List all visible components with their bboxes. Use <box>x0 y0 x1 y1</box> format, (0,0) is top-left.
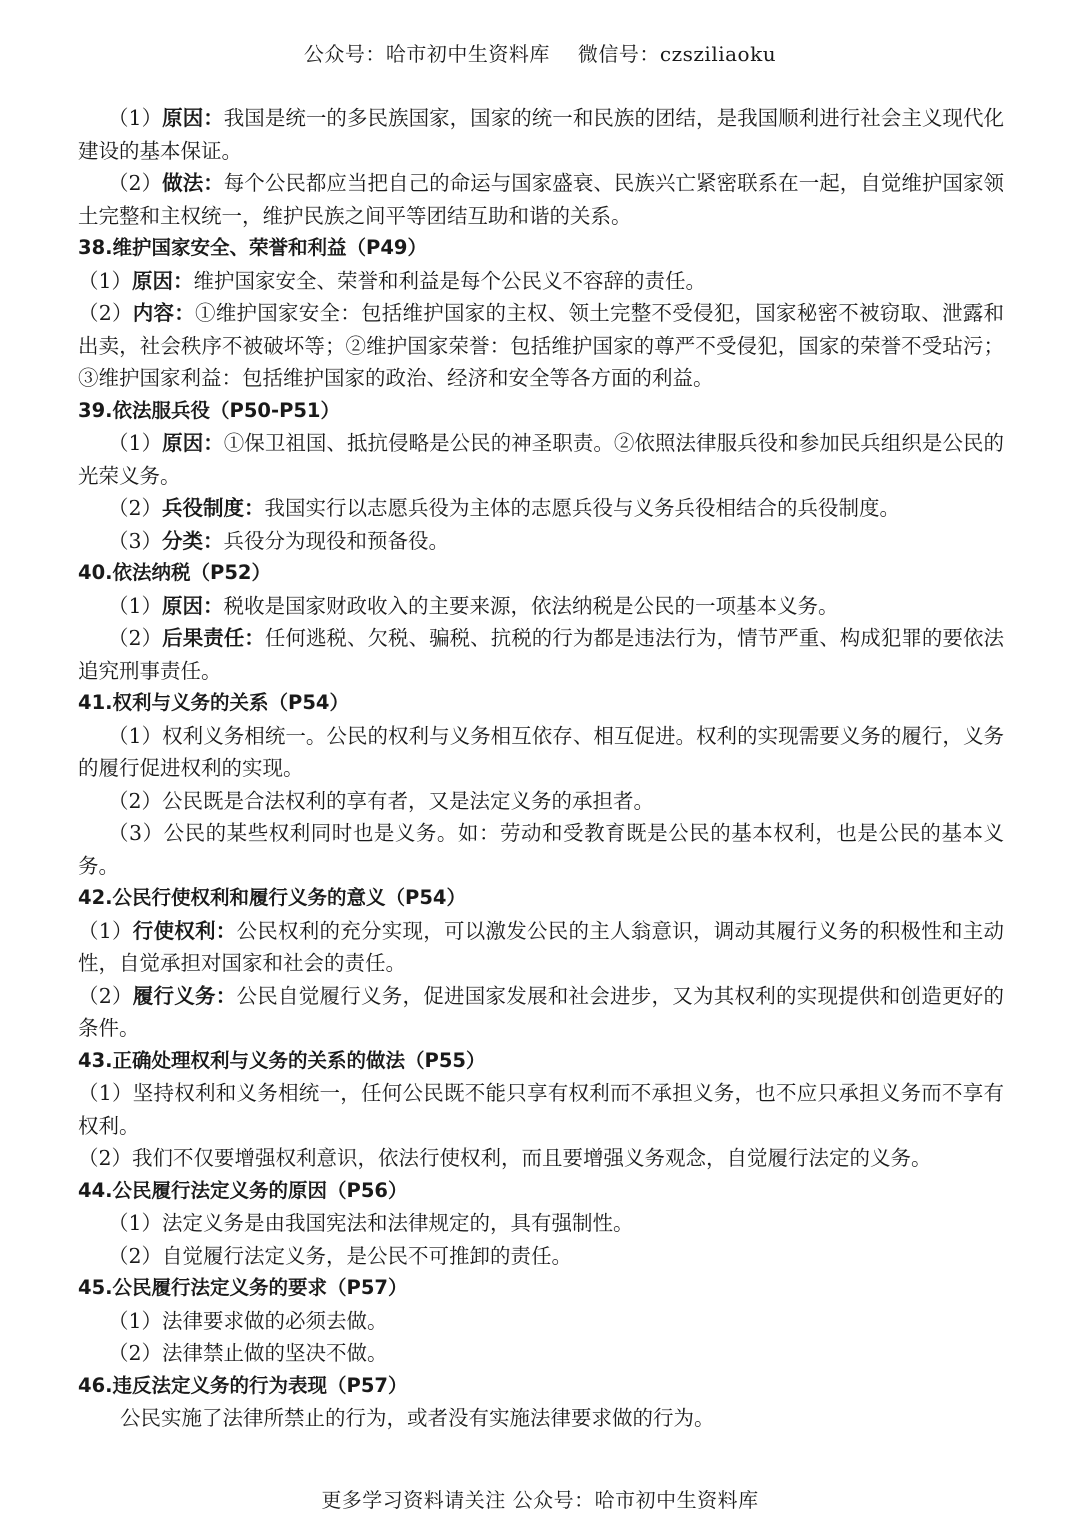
keyword: 兵役制度： <box>162 496 265 520</box>
paragraph: （2）我们不仅要增强权利意识，依法行使权利，而且要增强义务观念，自觉履行法定的义务。 <box>78 1146 932 1170</box>
keyword: 原因： <box>162 593 224 618</box>
page-footer: 更多学习资料请关注 公众号：哈市初中生资料库 <box>321 1488 759 1512</box>
keyword: 原因： <box>162 431 224 455</box>
section-heading-40: 40.依法纳税（P52） <box>78 561 271 584</box>
paragraph: （2）自觉履行法定义务，是公民不可推卸的责任。 <box>108 1243 573 1268</box>
keyword: 原因： <box>162 106 224 130</box>
keyword: 履行义务： <box>132 983 237 1008</box>
paragraph: （2）兵役制度：我国实行以志愿兵役为主体的志愿兵役与义务兵役相结合的兵役制度。 <box>108 496 901 520</box>
section-heading-41: 41.权利与义务的关系（P54） <box>78 691 349 714</box>
keyword: 原因： <box>132 268 194 293</box>
document-body <box>78 102 1004 1435</box>
paragraph: （1）法定义务是由我国宪法和法律规定的，具有强制性。 <box>108 1211 634 1235</box>
paragraph: （2）法律禁止做的坚决不做。 <box>108 1341 388 1365</box>
paragraph: （2）公民既是合法权利的享有者，又是法定义务的承担者。 <box>108 788 655 813</box>
page-header <box>0 38 1080 67</box>
section-heading-39: 39.依法服兵役（P50-P51） <box>78 398 340 422</box>
keyword: 后果责任： <box>162 626 265 650</box>
keyword: 做法： <box>162 171 224 195</box>
paragraph: （2）内容：①维护国家安全：包括维护国家的主权、领土完整不受侵犯，国家秘密不被窃取、泄露和出卖，社会秩序不被破坏等；②维护国家荣誉：包括维护国家的尊严不受侵犯，国家的荣誉不受玷污；③维护国家利益：包括维护国家的政治、经济和安全等各方面的利益。 <box>78 301 1005 390</box>
section-heading-38: 38.维护国家安全、荣誉和利益（P49） <box>78 236 427 259</box>
paragraph: （1）原因：①保卫祖国、抵抗侵略是公民的神圣职责。②依照法律服兵役和参加民兵组织是公民的光荣义务。 <box>78 431 1005 488</box>
paragraph: 公民实施了法律所禁止的行为，或者没有实施法律要求做的行为。 <box>120 1406 715 1430</box>
paragraph: （2）做法：每个公民都应当把自己的命运与国家盛衰、民族兴亡紧密联系在一起，自觉维护国家领土完整和主权统一，维护民族之间平等团结互助和谐的关系。 <box>78 171 1005 228</box>
section-heading-45: 45.公民履行法定义务的要求（P57） <box>78 1276 408 1299</box>
paragraph: （1）原因：维护国家安全、荣誉和利益是每个公民义不容辞的责任。 <box>78 268 707 293</box>
section-heading-44: 44.公民履行法定义务的原因（P56） <box>78 1178 408 1202</box>
keyword: 行使权利： <box>132 918 237 943</box>
paragraph: （1）法律要求做的必须去做。 <box>108 1308 388 1333</box>
header-wechat-id: 微信号：czsziliaoku <box>577 42 777 66</box>
section-heading-46: 46.违反法定义务的行为表现（P57） <box>78 1373 408 1397</box>
keyword: 内容： <box>132 301 196 325</box>
header-account: 公众号：哈市初中生资料库 <box>303 42 550 66</box>
paragraph: （1）原因：税收是国家财政收入的主要来源，依法纳税是公民的一项基本义务。 <box>108 593 839 618</box>
section-heading-43: 43.正确处理权利与义务的关系的做法（P55） <box>78 1048 486 1072</box>
paragraph: （1）原因：我国是统一的多民族国家，国家的统一和民族的团结，是我国顺利进行社会主义现代化建设的基本保证。 <box>78 106 1005 163</box>
paragraph: （1）坚持权利和义务相统一，任何公民既不能只享有权利而不承担义务，也不应只承担义务而不享有权利。 <box>78 1081 1004 1138</box>
paragraph: （1）权利义务相统一。公民的权利与义务相互依存、相互促进。权利的实现需要义务的履行，义务的履行促进权利的实现。 <box>78 723 1004 780</box>
paragraph: （2）后果责任：任何逃税、欠税、骗税、抗税的行为都是违法行为，情节严重、构成犯罪的要依法追究刑事责任。 <box>78 626 1005 683</box>
section-heading-42: 42.公民行使权利和履行义务的意义（P54） <box>78 886 466 909</box>
paragraph: （1）行使权利：公民权利的充分实现，可以激发公民的主人翁意识，调动其履行义务的积极性和主动性，自觉承担对国家和社会的责任。 <box>78 918 1005 975</box>
paragraph: （3）公民的某些权利同时也是义务。如：劳动和受教育既是公民的基本权利，也是公民的基本义务。 <box>78 821 1004 878</box>
keyword: 分类： <box>162 528 224 553</box>
paragraph: （3）分类：兵役分为现役和预备役。 <box>108 528 450 553</box>
paragraph: （2）履行义务：公民自觉履行义务，促进国家发展和社会进步，又为其权利的实现提供和创造更好的条件。 <box>78 983 1005 1040</box>
